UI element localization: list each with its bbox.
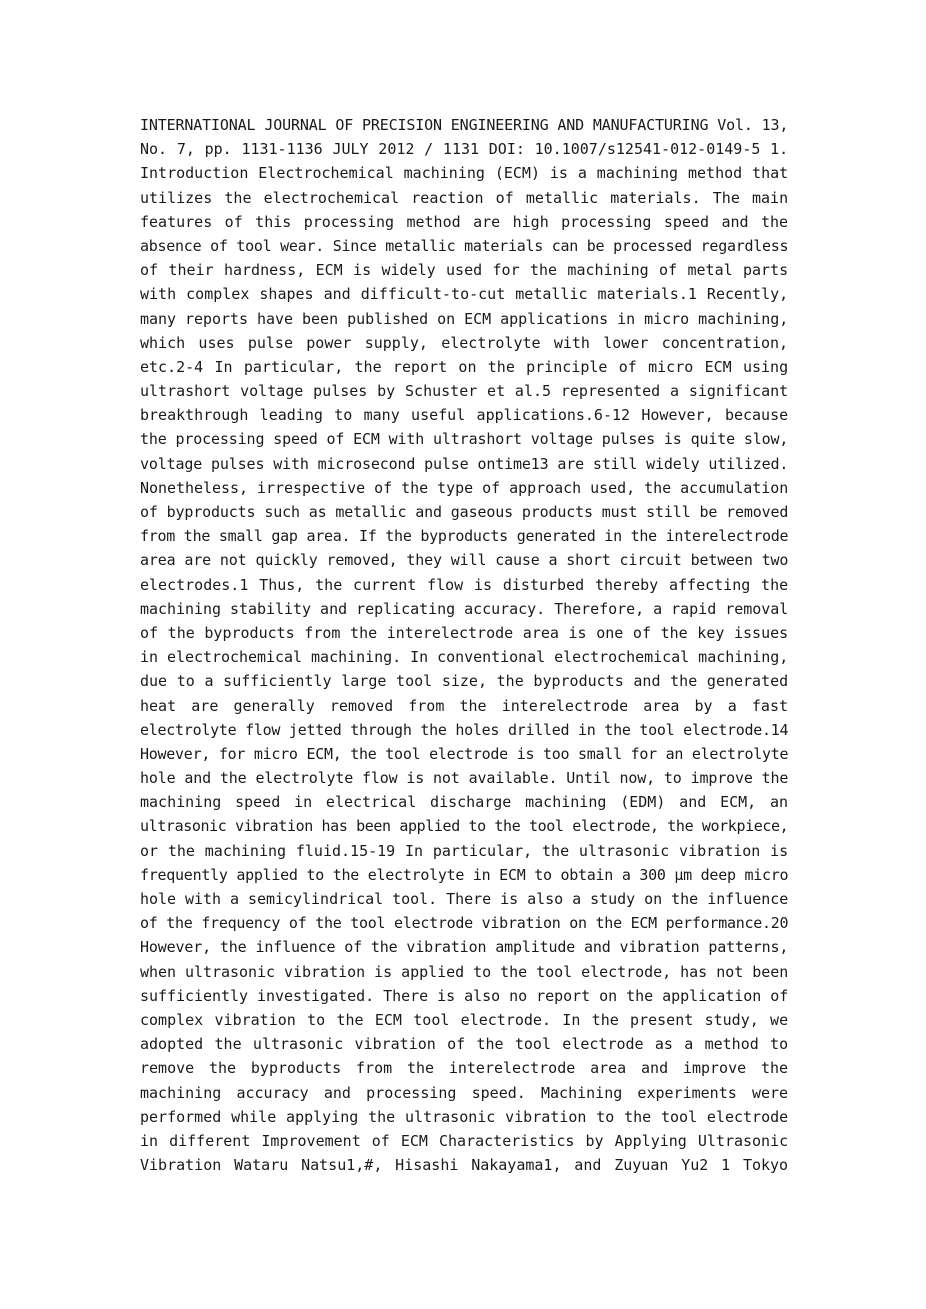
text-line: machining accuracy and processing speed. Machining experiments were	[140, 1083, 788, 1102]
text-line: remove the byproducts from the interelectrode area and improve the	[140, 1059, 788, 1078]
text-line: the processing speed of ECM with ultrashort voltage pulses is quite slow,	[140, 430, 788, 449]
text-line: absence of tool wear. Since metallic materials can be processed regardless	[140, 236, 788, 255]
text-line: due to a sufficiently large tool size, the byproducts and the generated	[140, 672, 788, 691]
text-line: electrolyte flow jetted through the holes drilled in the tool electrode.14	[140, 720, 788, 739]
text-line: However, the influence of the vibration amplitude and vibration patterns,	[140, 938, 788, 957]
text-line: from the small gap area. If the byproducts generated in the interelectrode	[140, 527, 788, 546]
text-line: machining stability and replicating accuracy. Therefore, a rapid removal	[140, 599, 788, 618]
text-line: adopted the ultrasonic vibration of the tool electrode as a method to	[140, 1035, 788, 1054]
text-line: ultrashort voltage pulses by Schuster et al.5 represented a significant	[140, 382, 788, 401]
text-line: Vibration Wataru Natsu1,#, Hisashi Nakayama1, and Zuyuan Yu2 1 Tokyo	[140, 1156, 788, 1175]
text-line: in electrochemical machining. In conventional electrochemical machining,	[140, 648, 788, 667]
text-line: complex vibration to the ECM tool electrode. In the present study, we	[140, 1010, 788, 1029]
text-line: machining speed in electrical discharge machining (EDM) and ECM, an	[140, 793, 788, 812]
text-line: of their hardness, ECM is widely used for the machining of metal parts	[140, 261, 788, 280]
text-line: breakthrough leading to many useful applications.6-12 However, because	[140, 406, 788, 425]
text-line: sufficiently investigated. There is also no report on the application of	[140, 986, 788, 1005]
text-line: INTERNATIONAL JOURNAL OF PRECISION ENGINEERING AND MANUFACTURING Vol. 13,	[140, 116, 788, 134]
text-line: hole and the electrolyte flow is not available. Until now, to improve the	[140, 769, 788, 788]
text-line: which uses pulse power supply, electrolyte with lower concentration,	[140, 333, 788, 352]
text-line: with complex shapes and difficult-to-cut metallic materials.1 Recently,	[140, 285, 788, 304]
text-line: heat are generally removed from the interelectrode area by a fast	[140, 696, 788, 715]
text-line: many reports have been published on ECM applications in micro machining,	[140, 309, 788, 328]
body-text	[140, 113, 788, 1201]
text-line: Nonetheless, irrespective of the type of approach used, the accumulation	[140, 478, 788, 497]
text-line: area are not quickly removed, they will cause a short circuit between two	[140, 551, 788, 570]
text-line: features of this processing method are high processing speed and the	[140, 212, 788, 231]
text-line: electrodes.1 Thus, the current flow is disturbed thereby affecting the	[140, 575, 788, 594]
text-line: hole with a semicylindrical tool. There is also a study on the influence	[140, 890, 788, 908]
text-line: performed while applying the ultrasonic vibration to the tool electrode	[140, 1107, 788, 1126]
text-line: when ultrasonic vibration is applied to the tool electrode, has not been	[140, 962, 788, 981]
text-line: utilizes the electrochemical reaction of metallic materials. The main	[140, 188, 788, 207]
text-line: frequently applied to the electrolyte in ECM to obtain a 300 μm deep micro	[140, 865, 788, 884]
text-line: of the byproducts from the interelectrode area is one of the key issues	[140, 623, 788, 642]
text-line	[140, 1177, 788, 1201]
text-line: or the machining fluid.15-19 In particular, the ultrasonic vibration is	[140, 841, 788, 860]
text-line: in different Improvement of ECM Characteristics by Applying Ultrasonic	[140, 1131, 788, 1150]
text-line: etc.2-4 In particular, the report on the principle of micro ECM using	[140, 357, 788, 376]
text-line: Introduction Electrochemical machining (ECM) is a machining method that	[140, 164, 788, 183]
text-line: ultrasonic vibration has been applied to the tool electrode, the workpiece,	[140, 817, 788, 836]
text-line: voltage pulses with microsecond pulse ontime13 are still widely utilized.	[140, 454, 788, 473]
text-line: of byproducts such as metallic and gaseous products must still be removed	[140, 503, 788, 521]
text-line: However, for micro ECM, the tool electrode is too small for an electrolyte	[140, 744, 788, 763]
text-line: No. 7, pp. 1131-1136 JULY 2012 / 1131 DOI: 10.1007/s12541-012-0149-5 1.	[140, 140, 788, 159]
text-line: of the frequency of the tool electrode vibration on the ECM performance.20	[140, 914, 788, 933]
